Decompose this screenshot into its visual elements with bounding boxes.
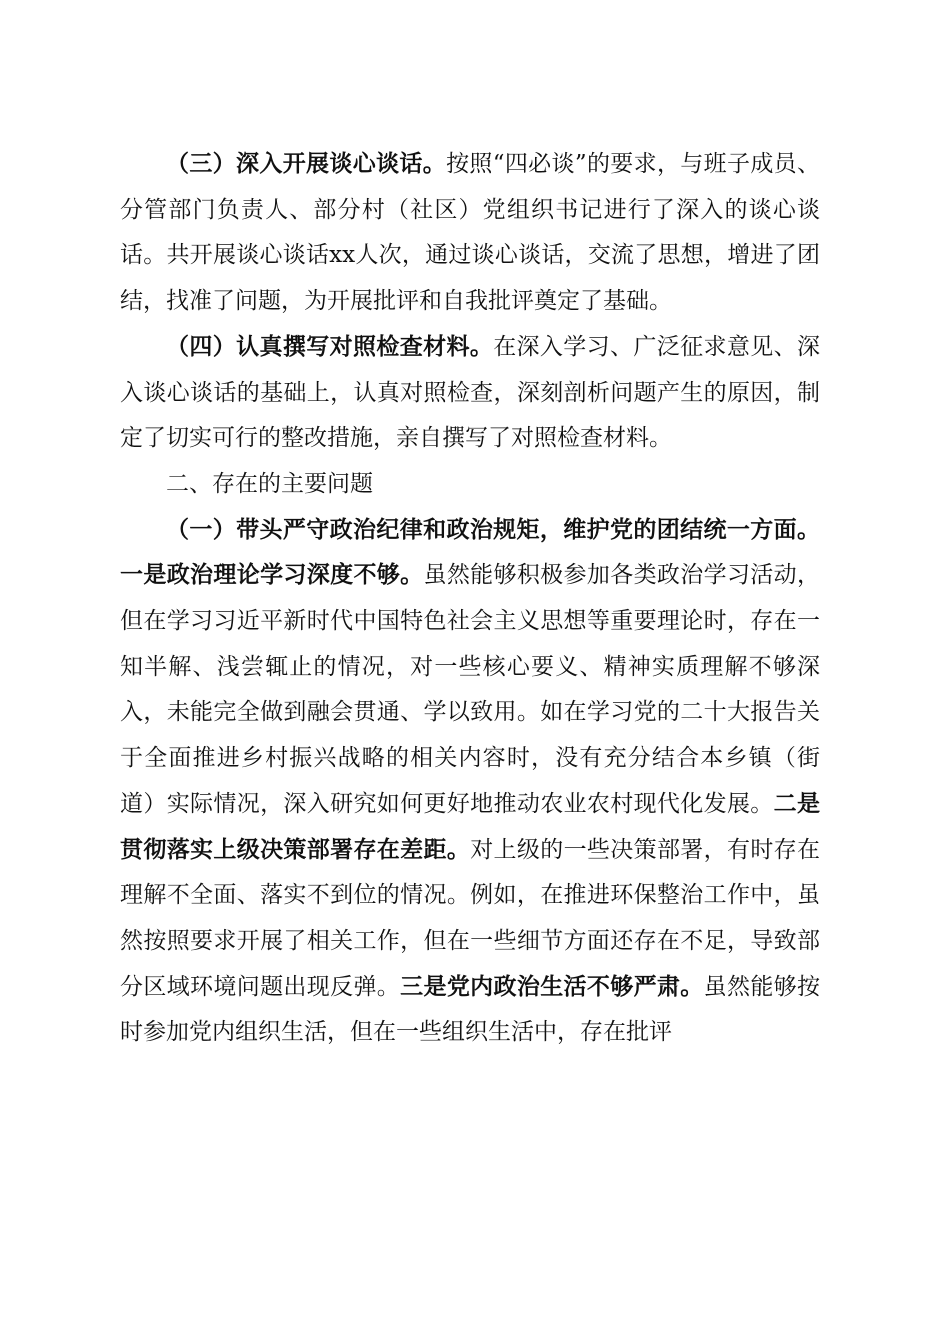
section-heading-main-problems: 二、存在的主要问题 [166, 470, 373, 497]
paragraph-heading-1: （一）带头严守政治纪律和政治规矩，维护党的团结统一方面。一是政治理论学习深度不够。 [120, 516, 820, 589]
paragraph-heading-4: （四）认真撰写对照检查材料。 [166, 333, 494, 360]
paragraph-self-inspection-materials [120, 325, 820, 462]
paragraph-political-discipline [120, 508, 820, 1056]
paragraph-text: 在深入学习、广泛征求意见、深入谈心谈话的基础上，认真对照检查，深刻剖析问题产生的原因，制定了切实可行的整改措施，亲自撰写了对照检查材料。 [120, 333, 821, 452]
paragraph-text: 按照“四必谈”的要求，与班子成员、分管部门负责人、部分村（社区）党组织书记进行了深入的谈心谈话。共开展谈心谈话xx人次，通过谈心谈话，交流了思想，增进了团结，找准了问题，为开展批评和自我批评奠定了基础。 [120, 151, 820, 315]
paragraph-heart-to-heart-talks [120, 142, 820, 325]
point-heading-3: 三是党内政治生活不够严肃。 [400, 973, 704, 1000]
point-heading-2: 二是贯彻落实上级决策部署存在差距。 [120, 790, 821, 863]
document-body [120, 142, 820, 1056]
paragraph-heading-3: （三）深入开展谈心谈话。 [166, 151, 447, 177]
paragraph-text: 对上级的一些决策部署，有时存在理解不全面、落实不到位的情况。例如，在推进环保整治工作中，虽然按照要求开展了相关工作，但在一些细节方面还存在不足，导致部分区域环境问题出现反弹。 [120, 836, 821, 1000]
paragraph-text: 虽然能够按时参加党内组织生活，但在一些组织生活中，存在批评 [120, 973, 821, 1046]
paragraph-text: 虽然能够积极参加各类政治学习活动，但在学习习近平新时代中国特色社会主义思想等重要理论时，存在一知半解、浅尝辄止的情况，对一些核心要义、精神实质理解不够深入，未能完全做到融会贯通、学以致用。如在学习党的二十大报告关于全面推进乡村振兴战略的相关内容时，没有充分结合本乡镇（街道）实际情况，深入研究如何更好地推动农业农村现代化发展。 [120, 562, 821, 817]
